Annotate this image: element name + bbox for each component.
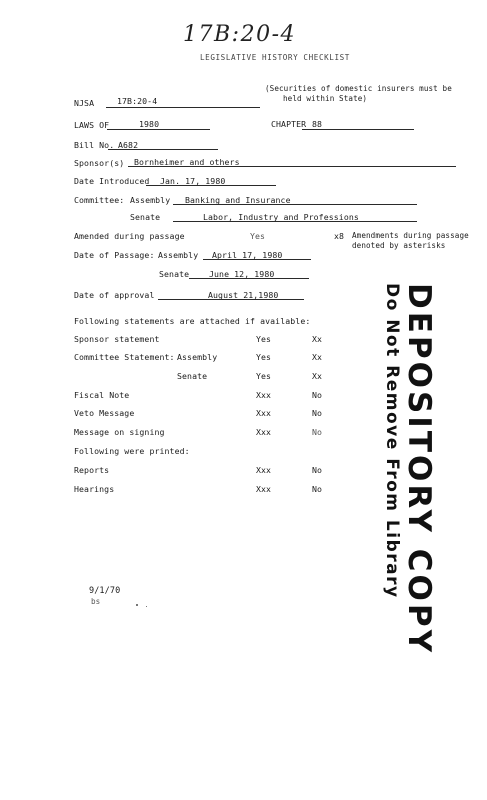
statement-yes-veto-message: Xxx	[256, 408, 272, 418]
printed-yes-reports: Xxx	[256, 465, 272, 475]
amended-mark: x8	[334, 231, 345, 241]
passage-senate-label: Senate	[159, 269, 190, 279]
stamp-line-do-not-remove: Do Not Remove From Library	[382, 283, 402, 599]
committee-senate-label: Senate	[130, 212, 161, 222]
amended-label: Amended during passage	[74, 231, 185, 241]
statement-label-message-on-signing: Message on signing	[74, 427, 165, 437]
statement-yes-sponsor: Yes	[256, 334, 272, 344]
date-of-passage-label: Date of Passage:	[74, 250, 155, 260]
passage-senate-value: June 12, 1980	[209, 269, 275, 279]
committee-assembly-label: Assembly	[130, 195, 171, 205]
date-introduced-value: Jan. 17, 1980	[160, 176, 226, 186]
chapter-label: CHAPTER	[271, 119, 307, 129]
sponsors-underline	[128, 166, 456, 167]
statement-yes-committee-assembly: Yes	[256, 352, 272, 362]
date-of-approval-value: August 21,1980	[208, 290, 279, 300]
footer-initials-sub: bs	[91, 597, 101, 606]
date-introduced-underline	[146, 185, 276, 186]
njsa-label: NJSA	[74, 98, 95, 108]
committee-assembly-value: Banking and Insurance	[185, 195, 291, 205]
committee-label: Committee:	[74, 195, 125, 205]
date-of-approval-label: Date of approval	[74, 290, 155, 300]
passage-senate-underline	[189, 278, 309, 279]
stamp-line-depository-copy: DEPOSITORY COPY	[401, 283, 437, 656]
printed-label-reports: Reports	[74, 465, 110, 475]
header-note-line-2: held within State)	[283, 94, 368, 103]
printed-yes-hearings: Xxx	[256, 484, 272, 494]
passage-assembly-value: April 17, 1980	[212, 250, 283, 260]
statement-sub-committee-senate: Senate	[177, 371, 208, 381]
date-introduced-label: Date Introduced	[74, 176, 150, 186]
passage-assembly-label: Assembly	[158, 250, 199, 260]
laws-of-label: LAWS OF	[74, 120, 110, 130]
sponsors-label: Sponsor(s)	[74, 158, 125, 168]
footer-initials: 9/1/70	[89, 586, 121, 596]
statement-no-committee-assembly: Xx	[312, 352, 323, 362]
statement-label-sponsor: Sponsor statement	[74, 334, 160, 344]
statement-yes-committee-senate: Yes	[256, 371, 272, 381]
date-of-approval-underline	[158, 299, 304, 300]
handwritten-statute-number: 17B:20-4	[183, 22, 296, 47]
statement-label-committee: Committee Statement:	[74, 352, 175, 362]
amended-note-line-2: denoted by asterisks	[352, 241, 446, 250]
printed-label-hearings: Hearings	[74, 484, 115, 494]
statement-label-fiscal-note: Fiscal Note	[74, 390, 130, 400]
njsa-underline	[106, 107, 260, 108]
chapter-value: 88	[312, 119, 323, 129]
committee-senate-underline	[173, 221, 417, 222]
statement-sub-committee-assembly: Assembly	[177, 352, 218, 362]
statement-yes-fiscal-note: Xxx	[256, 390, 272, 400]
statement-no-message-on-signing: No	[312, 427, 323, 437]
scan-speck	[136, 604, 138, 606]
printed-no-hearings: No	[312, 484, 323, 494]
statement-no-veto-message: No	[312, 408, 323, 418]
header-note-line-1: (Securities of domestic insurers must be	[265, 84, 452, 93]
statement-no-fiscal-note: No	[312, 390, 323, 400]
laws-of-underline	[107, 129, 210, 130]
committee-senate-value: Labor, Industry and Professions	[203, 212, 359, 222]
statement-no-committee-senate: Xx	[312, 371, 323, 381]
sponsors-value: Bornheimer and others	[134, 157, 240, 167]
statement-label-veto-message: Veto Message	[74, 408, 135, 418]
document-title: LEGISLATIVE HISTORY CHECKLIST	[200, 53, 350, 62]
depository-copy-stamp	[382, 283, 436, 655]
printed-no-reports: No	[312, 465, 323, 475]
committee-assembly-underline	[173, 204, 417, 205]
scan-speck	[146, 606, 147, 607]
passage-assembly-underline	[203, 259, 311, 260]
bill-no-underline	[108, 149, 218, 150]
njsa-value: 17B:20-4	[117, 96, 158, 106]
statements-heading: Following statements are attached if available:	[74, 316, 311, 326]
bill-no-value: A682	[118, 140, 139, 150]
amended-value: Yes	[250, 231, 266, 241]
statement-no-sponsor: Xx	[312, 334, 323, 344]
chapter-underline	[302, 129, 414, 130]
bill-no-label: Bill No.	[74, 140, 115, 150]
amended-note-line-1: Amendments during passage	[352, 231, 469, 240]
printed-heading: Following were printed:	[74, 446, 190, 456]
statement-yes-message-on-signing: Xxx	[256, 427, 272, 437]
laws-of-value: 1980	[139, 119, 160, 129]
